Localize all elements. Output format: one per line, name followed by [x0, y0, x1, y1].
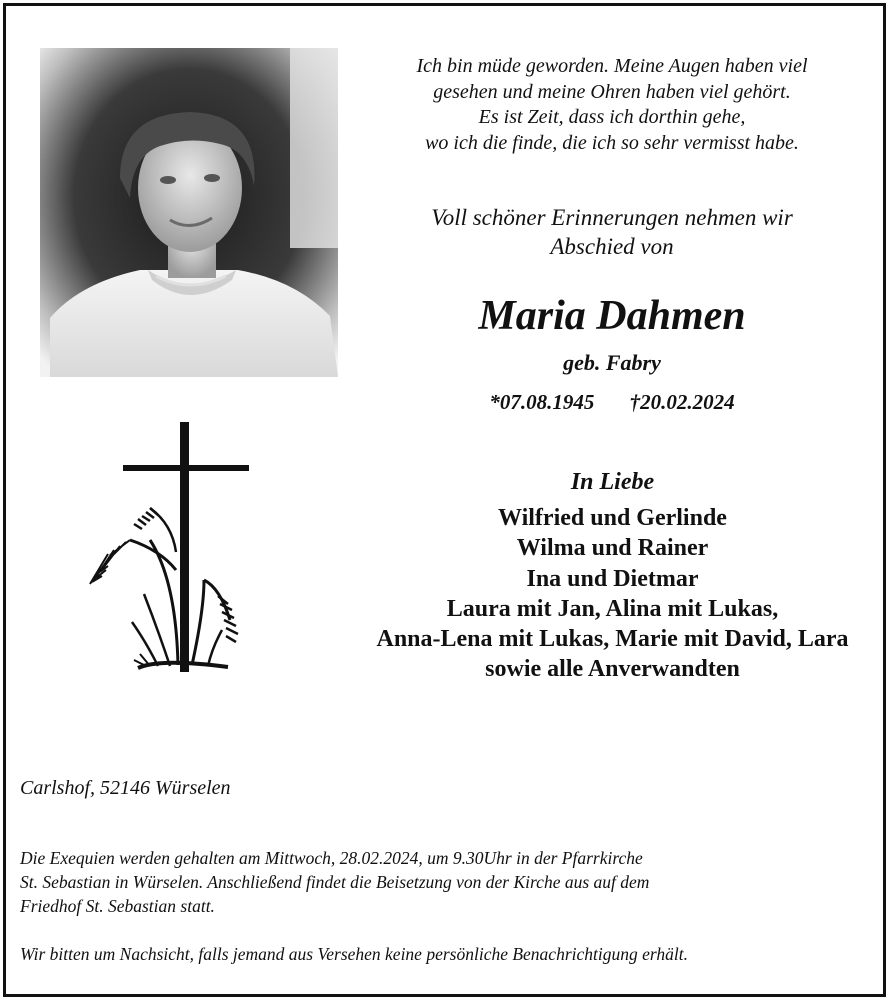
deceased-name: Maria Dahmen: [478, 293, 746, 339]
intro-text: [346, 203, 878, 261]
quote-line: Es ist Zeit, dass ich dorthin gehe,: [478, 106, 746, 128]
cross-with-wheat-icon: [80, 420, 255, 675]
service-info: [20, 846, 870, 918]
family-line: Anna-Lena mit Lukas, Marie mit David, Lara: [376, 626, 849, 653]
intro-line: Abschied von: [550, 234, 674, 259]
family-line: Wilfried und Gerlinde: [498, 505, 727, 532]
quote-line: wo ich die finde, die ich so sehr vermisst habe.: [425, 131, 799, 154]
life-dates: [346, 388, 878, 416]
family-lead: In Liebe: [570, 469, 655, 495]
service-line: Friedhof St. Sebastian statt.: [20, 896, 215, 916]
family-signatures: [330, 467, 889, 684]
quote-line: gesehen und meine Ohren haben viel gehört.: [433, 80, 791, 103]
quote-line: Ich bin müde geworden. Meine Augen haben viel: [416, 55, 808, 77]
service-line: St. Sebastian in Würselen. Anschließend findet die Beisetzung von der Kirche aus auf dem: [20, 872, 650, 892]
family-line: sowie alle Anverwandten: [485, 656, 740, 683]
family-line: Ina und Dietmar: [526, 565, 699, 592]
birth-date: *07.08.1945: [489, 390, 595, 414]
intro-line: Voll schöner Erinnerungen nehmen wir: [431, 205, 793, 230]
family-line: Wilma und Rainer: [516, 535, 709, 562]
maiden-name: geb. Fabry: [563, 350, 661, 375]
family-line: Laura mit Jan, Alina mit Lukas,: [446, 595, 779, 622]
service-line: Die Exequien werden gehalten am Mittwoch, 28.02.2024, um 9.30Uhr in der Pfarrkirche: [20, 848, 643, 868]
portrait-photo: [40, 48, 338, 377]
death-date: †20.02.2024: [629, 390, 735, 414]
closing-note: Wir bitten um Nachsicht, falls jemand aus Versehen keine persönliche Benachrichtigung erhält.: [20, 944, 688, 964]
quote-text: [346, 54, 878, 156]
address-text: Carlshof, 52146 Würselen: [20, 777, 231, 799]
